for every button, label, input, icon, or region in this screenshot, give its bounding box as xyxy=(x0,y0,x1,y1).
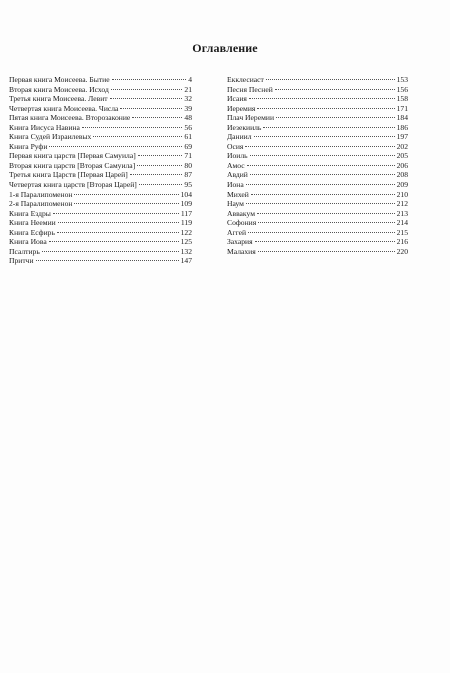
toc-entry-page: 71 xyxy=(184,151,192,161)
toc-entry-title: Пятая книга Моисеева. Второзаконие xyxy=(9,113,131,123)
toc-entry-title: Вторая книга Моисеева. Исход xyxy=(9,84,109,94)
toc-entry-page: 171 xyxy=(396,103,408,113)
dot-leader xyxy=(246,203,395,204)
toc-entry-title: Наум xyxy=(227,199,244,209)
dot-leader xyxy=(82,127,183,128)
toc-entry-title: Авдий xyxy=(227,170,248,180)
toc-entry-title: Псалтирь xyxy=(9,246,40,256)
toc-entry xyxy=(9,85,192,95)
toc-entry xyxy=(227,94,408,104)
toc-entry-page: 212 xyxy=(396,199,408,209)
toc-entry-page: 125 xyxy=(180,237,192,247)
toc-entry-page: 32 xyxy=(184,94,192,104)
toc-entry xyxy=(227,85,408,95)
toc-entry-title: Плач Иеремии xyxy=(227,113,275,123)
dot-leader xyxy=(138,155,183,156)
toc-entry xyxy=(227,190,408,200)
toc-entry-page: 4 xyxy=(188,75,192,84)
toc-entry-title: Четвертая книга Моисеева. Числа xyxy=(9,103,119,113)
toc-entry-page: 214 xyxy=(396,218,408,228)
toc-entry-title: Иезекииль xyxy=(227,122,262,132)
toc-entry-title: Притчи xyxy=(9,256,34,266)
toc-entry xyxy=(9,218,192,228)
dot-leader xyxy=(112,79,187,80)
toc-entry xyxy=(9,142,192,152)
toc-entry-page: 109 xyxy=(180,199,192,209)
toc-entry-title: Иоиль xyxy=(227,151,248,161)
toc-entry xyxy=(227,180,408,190)
dot-leader xyxy=(49,241,179,242)
toc-entry-title: 1-я Паралипоменон xyxy=(9,189,73,199)
dot-leader xyxy=(247,165,395,166)
toc-entry-title: Книга Неемии xyxy=(9,218,56,228)
toc-entry-page: 69 xyxy=(184,141,192,151)
toc-entry-page: 215 xyxy=(396,227,408,237)
dot-leader xyxy=(251,194,395,195)
dot-leader xyxy=(139,184,183,185)
toc-entry xyxy=(9,151,192,161)
toc-entry-page: 208 xyxy=(396,170,408,180)
toc-entry-title: Вторая книга царств [Вторая Самуила] xyxy=(9,160,136,170)
toc-entry xyxy=(9,256,192,266)
dot-leader xyxy=(57,232,179,233)
toc-entry-page: 104 xyxy=(180,189,192,199)
toc-entry-title: Первая книга царств [Первая Самуила] xyxy=(9,151,136,161)
dot-leader xyxy=(130,174,183,175)
toc-entry xyxy=(227,199,408,209)
toc-entry-title: Амос xyxy=(227,160,245,170)
toc-entry-page: 87 xyxy=(184,170,192,180)
toc-entry xyxy=(9,94,192,104)
toc-entry-title: Аввакум xyxy=(227,208,256,218)
toc-entry-page: 220 xyxy=(396,246,408,256)
toc-entry-title: Книга Ездры xyxy=(9,208,51,218)
toc-entry-title: Четвертая книга царств [Вторая Царей] xyxy=(9,180,137,190)
toc-entry-page: 56 xyxy=(184,122,192,132)
toc-entry xyxy=(9,170,192,180)
toc-right-column xyxy=(227,75,408,256)
dot-leader xyxy=(257,108,394,109)
toc-entry-title: Первая книга Моисеева. Бытие xyxy=(9,75,110,84)
toc-entry-title: Малахия xyxy=(227,246,256,256)
dot-leader xyxy=(263,127,394,128)
dot-leader xyxy=(111,89,183,90)
toc-entry-page: 205 xyxy=(396,151,408,161)
toc-entry xyxy=(227,75,408,85)
dot-leader xyxy=(275,89,395,90)
dot-leader xyxy=(266,79,395,80)
dot-leader xyxy=(42,251,179,252)
toc-entry xyxy=(227,142,408,152)
dot-leader xyxy=(245,146,394,147)
dot-leader xyxy=(254,136,395,137)
toc-entry-page: 210 xyxy=(396,189,408,199)
page-title: Оглавление xyxy=(192,41,258,55)
toc-entry-title: Третья книга Моисеева. Левит xyxy=(9,94,108,104)
toc-entry-title: Захария xyxy=(227,237,253,247)
toc-entry xyxy=(9,161,192,171)
toc-entry-page: 158 xyxy=(396,94,408,104)
toc-entry-title: Третья книга Царств [Первая Царей] xyxy=(9,170,128,180)
toc-entry xyxy=(9,190,192,200)
dot-leader xyxy=(36,260,179,261)
toc-entry-page: 21 xyxy=(184,84,192,94)
toc-entry-page: 80 xyxy=(184,160,192,170)
toc-entry-title: Даниил xyxy=(227,132,252,142)
toc-entry-title: Осия xyxy=(227,141,244,151)
toc-entry-title: 2-я Паралипоменон xyxy=(9,199,73,209)
toc-entry xyxy=(227,170,408,180)
dot-leader xyxy=(249,98,395,99)
toc-entry xyxy=(9,132,192,142)
toc-entry xyxy=(227,209,408,219)
toc-entry-page: 197 xyxy=(396,132,408,142)
toc-entry xyxy=(227,237,408,247)
toc-entry xyxy=(227,151,408,161)
toc-entry-title: Книга Есфирь xyxy=(9,227,55,237)
toc-entry xyxy=(9,75,192,85)
toc-entry-page: 213 xyxy=(396,208,408,218)
toc-entry-page: 156 xyxy=(396,84,408,94)
toc-entry xyxy=(9,237,192,247)
toc-entry xyxy=(227,123,408,133)
toc-entry-page: 184 xyxy=(396,113,408,123)
toc-entry-title: Екклесиаст xyxy=(227,75,264,84)
dot-leader xyxy=(246,184,395,185)
toc-entry-page: 39 xyxy=(184,103,192,113)
toc-entry xyxy=(9,180,192,190)
toc-entry-title: Книга Руфи xyxy=(9,141,48,151)
dot-leader xyxy=(74,194,178,195)
toc-entry xyxy=(227,104,408,114)
dot-leader xyxy=(120,108,182,109)
dot-leader xyxy=(276,117,395,118)
toc-entry-page: 48 xyxy=(184,113,192,123)
toc-entry-page: 216 xyxy=(396,237,408,247)
dot-leader xyxy=(250,155,395,156)
toc-entry xyxy=(9,199,192,209)
toc-entry-title: Книга Судей Израилевых xyxy=(9,132,92,142)
toc-entry xyxy=(227,113,408,123)
dot-leader xyxy=(93,136,182,137)
toc-entry-title: Аггей xyxy=(227,227,247,237)
toc-entry-page: 122 xyxy=(180,227,192,237)
dot-leader xyxy=(49,146,182,147)
toc-entry xyxy=(227,247,408,257)
toc-entry xyxy=(9,228,192,238)
toc-entry-page: 119 xyxy=(180,218,192,228)
dot-leader xyxy=(110,98,183,99)
toc-left-column xyxy=(9,75,192,266)
toc-entry-title: Исаия xyxy=(227,94,247,104)
dot-leader xyxy=(258,222,394,223)
dot-leader xyxy=(74,203,178,204)
toc-entry xyxy=(9,123,192,133)
toc-entry-page: 186 xyxy=(396,122,408,132)
toc-entry-title: Песня Песней xyxy=(227,84,273,94)
toc-entry-page: 209 xyxy=(396,180,408,190)
dot-leader xyxy=(58,222,179,223)
toc-entry-title: Иона xyxy=(227,180,244,190)
toc-entry xyxy=(227,132,408,142)
dot-leader xyxy=(250,174,395,175)
toc-entry-title: Софония xyxy=(227,218,257,228)
toc-entry-title: Иеремия xyxy=(227,103,256,113)
toc-entry-title: Михей xyxy=(227,189,249,199)
dot-leader xyxy=(137,165,182,166)
toc-entry xyxy=(227,218,408,228)
dot-leader xyxy=(257,213,395,214)
toc-entry-page: 202 xyxy=(396,141,408,151)
toc-entry xyxy=(227,228,408,238)
toc-entry xyxy=(9,247,192,257)
toc-entry-page: 61 xyxy=(184,132,192,142)
dot-leader xyxy=(132,117,182,118)
toc-entry-title: Книга Иисуса Навина xyxy=(9,122,80,132)
toc-entry-page: 95 xyxy=(184,180,192,190)
toc-entry-page: 117 xyxy=(180,208,192,218)
toc-entry-page: 132 xyxy=(180,246,192,256)
toc-entry-page: 153 xyxy=(396,75,408,84)
dot-leader xyxy=(53,213,179,214)
toc-entry xyxy=(9,113,192,123)
dot-leader xyxy=(258,251,395,252)
toc-entry xyxy=(227,161,408,171)
toc-entry xyxy=(9,209,192,219)
toc-entry-page: 147 xyxy=(180,256,192,266)
toc-entry xyxy=(9,104,192,114)
toc-entry-page: 206 xyxy=(396,160,408,170)
dot-leader xyxy=(248,232,395,233)
dot-leader xyxy=(255,241,395,242)
toc-entry-title: Книга Иова xyxy=(9,237,47,247)
